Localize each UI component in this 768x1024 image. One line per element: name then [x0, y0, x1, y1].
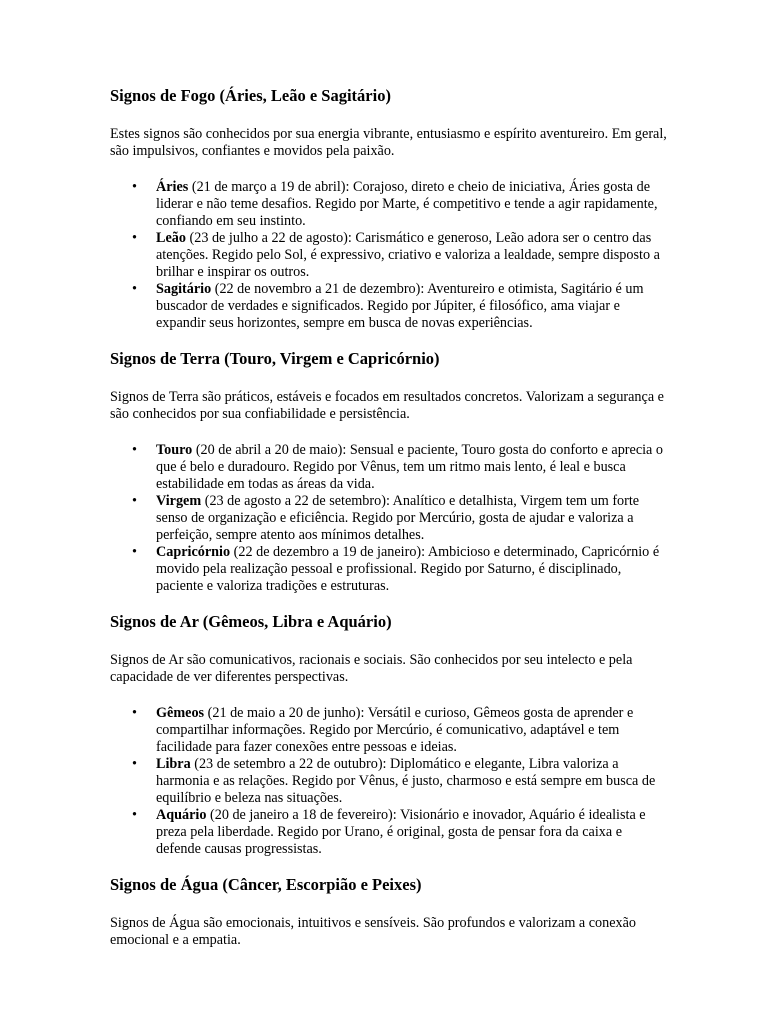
list-item [132, 230, 668, 281]
section-earth [110, 349, 668, 595]
sign-description: (20 de abril a 20 de maio): Sensual e paciente, Touro gosta do conforto e aprecia o que é belo e duradouro. Regido por Vênus, tem um ritmo mais lento, é leal e busca estabilidade em todas as áreas da vida. [156, 442, 663, 492]
section-heading: Signos de Terra (Touro, Virgem e Capricórnio) [110, 349, 440, 368]
bullet-icon: • [132, 179, 137, 195]
section-intro: Signos de Terra são práticos, estáveis e focados em resultados concretos. Valorizam a segurança e são conhecidos por sua confiabilidade e persistência. [110, 389, 664, 422]
section-fire [110, 86, 668, 332]
bullet-icon: • [132, 544, 137, 560]
section-water [110, 875, 668, 949]
bullet-icon: • [132, 230, 137, 246]
sign-name: Virgem [156, 493, 202, 509]
section-heading: Signos de Ar (Gêmeos, Libra e Aquário) [110, 612, 392, 631]
list-item [132, 807, 668, 858]
sign-description: (21 de março a 19 de abril): Corajoso, direto e cheio de iniciativa, Áries gosta de liderar e não teme desafios. Regido por Marte, é competitivo e tende a agir rapidamente, confiando em seu instinto. [156, 179, 658, 229]
section-air [110, 612, 668, 858]
list-item [132, 705, 668, 756]
sign-description: (22 de dezembro a 19 de janeiro): Ambicioso e determinado, Capricórnio é movido pela realização pessoal e profissional. Regido por Saturno, é disciplinado, paciente e valoriza tradições e estruturas. [156, 544, 660, 594]
sign-name: Leão [156, 230, 186, 246]
list-item [132, 544, 668, 595]
sign-list [110, 179, 668, 332]
sign-description: (21 de maio a 20 de junho): Versátil e curioso, Gêmeos gosta de aprender e compartilhar informações. Regido por Mercúrio, é comunicativo, adaptável e tem facilidade para fazer conexões entre pessoas e ideias. [156, 705, 634, 755]
sign-list [110, 705, 668, 858]
sign-description: (23 de julho a 22 de agosto): Carismático e generoso, Leão adora ser o centro das atenções. Regido pelo Sol, é expressivo, criativo e valoriza a lealdade, sempre disposto a brilhar e inspirar os outros. [156, 230, 660, 280]
bullet-icon: • [132, 493, 137, 509]
sign-name: Gêmeos [156, 705, 205, 721]
bullet-icon: • [132, 705, 137, 721]
bullet-icon: • [132, 756, 137, 772]
sign-name: Áries [156, 179, 189, 195]
section-intro: Signos de Ar são comunicativos, racionais e sociais. São conhecidos por seu intelecto e pela capacidade de ver diferentes perspectivas. [110, 652, 633, 685]
sign-description: (23 de agosto a 22 de setembro): Analítico e detalhista, Virgem tem um forte senso de organização e eficiência. Regido por Mercúrio, gosta de ajudar e valoriza a perfeição, sempre atento aos mínimos detalhes. [156, 493, 640, 543]
sign-list [110, 442, 668, 595]
sign-name: Capricórnio [156, 544, 231, 560]
list-item [132, 281, 668, 332]
sign-name: Aquário [156, 807, 207, 823]
bullet-icon: • [132, 807, 137, 823]
sign-description: (23 de setembro a 22 de outubro): Diplomático e elegante, Libra valoriza a harmonia e as relações. Regido por Vênus, é justo, charmoso e está sempre em busca de equilíbrio e beleza nas situações. [156, 756, 656, 806]
sign-name: Sagitário [156, 281, 212, 297]
bullet-icon: • [132, 281, 137, 297]
sign-description: (22 de novembro a 21 de dezembro): Aventureiro e otimista, Sagitário é um buscador de verdades e significados. Regido por Júpiter, é filosófico, ama viajar e expandir seus horizontes, sempre em busca de novas experiências. [156, 281, 644, 331]
section-intro: Signos de Água são emocionais, intuitivos e sensíveis. São profundos e valorizam a conexão emocional e a empatia. [110, 915, 637, 948]
list-item [132, 756, 668, 807]
section-heading: Signos de Água (Câncer, Escorpião e Peixes) [110, 875, 422, 894]
section-intro: Estes signos são conhecidos por sua energia vibrante, entusiasmo e espírito aventureiro. Em geral, são impulsivos, confiantes e movidos pela paixão. [110, 126, 667, 159]
bullet-icon: • [132, 442, 137, 458]
list-item [132, 493, 668, 544]
list-item [132, 179, 668, 230]
sign-name: Touro [156, 442, 193, 458]
list-item [132, 442, 668, 493]
section-heading: Signos de Fogo (Áries, Leão e Sagitário) [110, 86, 391, 105]
sign-description: (20 de janeiro a 18 de fevereiro): Visionário e inovador, Aquário é idealista e preza pela liberdade. Regido por Urano, é original, gosta de pensar fora da caixa e defende causas progressistas. [156, 807, 646, 857]
sign-name: Libra [156, 756, 191, 772]
